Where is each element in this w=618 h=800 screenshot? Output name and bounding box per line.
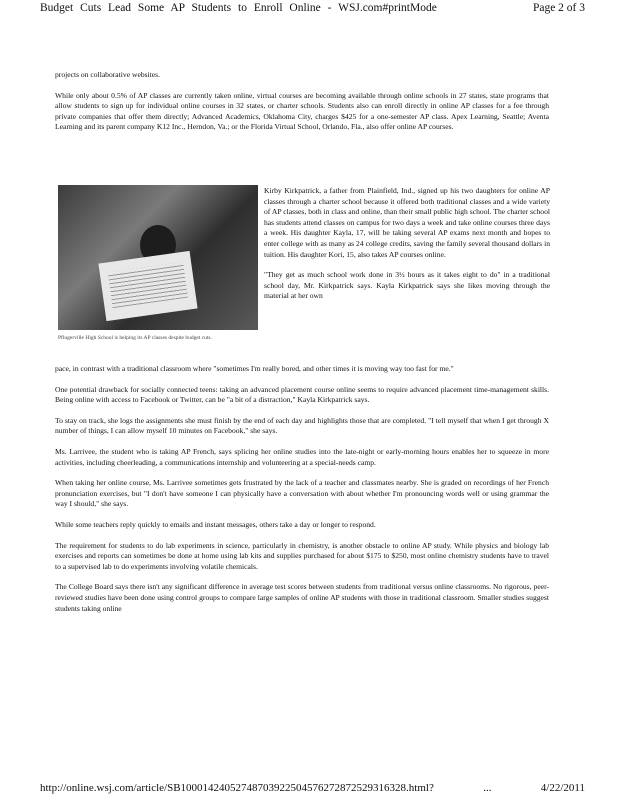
photo-caption: Pflugerville High School is helping its AP classes despite budget cuts. [58,335,212,341]
paper-sheet [98,251,197,321]
print-footer [40,782,585,794]
paragraph: "They get as much school work done in 3½ hours as it takes eight to do" in a traditional school day, Mr. Kirkpatrick says. Kayla Kirkpatrick says she likes moving through the material at her own [264,270,550,301]
article-bottom [55,364,549,624]
paragraph: projects on collaborative websites. [55,70,161,79]
paragraph: Ms. Larrivee, the student who is taking AP French, says splicing her online studies into the late-night or early-morning hours enables her to squeeze in more activities, including cheerleading, a communications internship and volunteering at a special-needs camp. [55,446,549,467]
paragraph: To stay on track, she logs the assignments she must finish by the end of each day and highlights those that are completed. "I tell myself that when I get through X number of things, I can allow myself 10 minutes on Facebook," she says. [55,415,549,436]
article-photo [58,185,258,330]
paragraph: The requirement for students to do lab experiments in science, particularly in chemistry, is another obstacle to online AP study. While physics and biology lab exercises and reports can sometimes be done at home using lab kits and supplies purchased for about $175 to $250, most online chemistry students have to travel to a supervised lab to do experiments involving volatile chemicals. [55,540,549,571]
paragraph: Kirby Kirkpatrick, a father from Plainfield, Ind., signed up his two daughters for online AP classes through a charter school because it offered both traditional classes and a wide variety of AP classes, both in class and online, than their small public high school. The charter school has students attend classes on campus for two days a week and take online courses three days a week. His daughter Kayla, 17, will be taking several AP exams next month and hopes to enter college with as many as 24 college credits, saving the family several thousand dollars in tuition. His daughter Kori, 15, also takes AP courses online. [264,186,550,259]
article-top [55,70,549,143]
footer-ellipsis: ... [483,782,492,794]
page-url: http://online.wsj.com/article/SB10001424052748703922504576272872529316328.html? [40,782,434,794]
paragraph: When taking her online course, Ms. Larrivee sometimes gets frustrated by the lack of a teacher and classmates nearby. She is graded on recordings of her French pronunciation exercises, but "I don't have someone I can physically have a conversation with about whether I'm pronouncing words well or using grammar the way I should," she says. [55,478,549,509]
paragraph: While some teachers reply quickly to emails and instant messages, others take a day or longer to respond. [55,519,376,529]
print-header [40,2,585,18]
page-title: Budget Cuts Lead Some AP Students to Enroll Online - WSJ.com#printMode [40,2,437,14]
paragraph: One potential drawback for socially connected teens: taking an advanced placement course online seems to require advanced placement time-management skills. Being online with access to Facebook or Twitter, can be "a bit of a distraction," Kayla Kirkpatrick says. [55,384,549,405]
page-number: Page 2 of 3 [532,2,585,14]
print-date: 4/22/2011 [540,782,585,794]
paragraph: While only about 0.5% of AP classes are currently taken online, virtual courses are becoming available through online schools in 27 states, state programs that allow students to sign up for individual online courses in 32 states, or charter schools. Students also can enroll directly in online AP classes for a fee through private companies that offer them directly; Advanced Academics, Oklahoma City, charges $425 for a one-semester AP class. Apex Learning, Seattle; Aventa Learning and its parent company K12 Inc., Herndon, Va.; or the Florida Virtual School, Orlando, Fla., also offer online AP courses. [55,90,549,132]
paragraph: pace, in contrast with a traditional classroom where "sometimes I'm really bored, and other times it is moving way too fast for me." [55,364,454,373]
paragraph: The College Board says there isn't any significant difference in average test scores between students from traditional versus online classrooms. No rigorous, peer-reviewed studies have been done using control groups to compare large samples of online AP students with those in traditional classroom. Smaller studies suggest students taking online [55,582,549,613]
article-side-column [264,186,550,302]
